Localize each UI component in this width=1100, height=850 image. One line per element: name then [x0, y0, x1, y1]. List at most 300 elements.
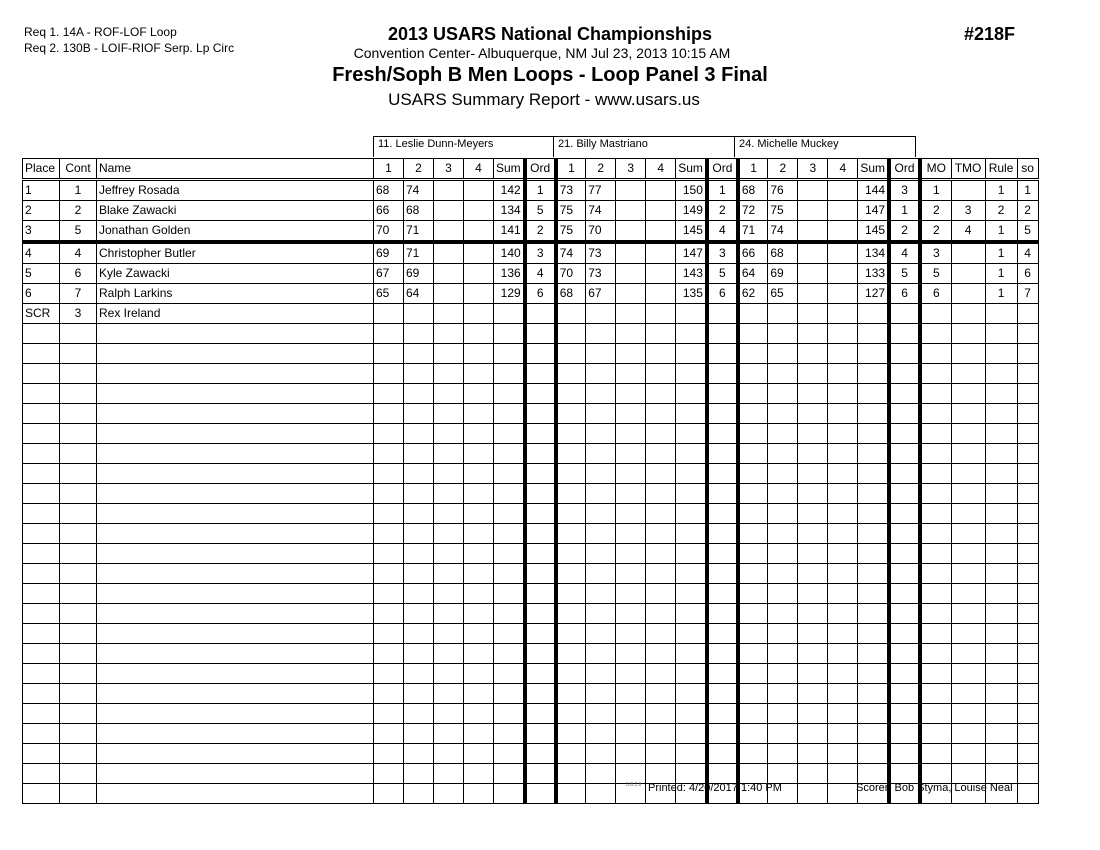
judge3-score-3 — [798, 284, 828, 304]
empty-cell — [738, 644, 768, 664]
empty-cell — [434, 624, 464, 644]
col-so: so — [1017, 159, 1038, 180]
judge3-score-2: 68 — [768, 242, 798, 264]
empty-cell — [889, 464, 920, 484]
empty-cell — [676, 404, 707, 424]
empty-cell — [494, 444, 525, 464]
empty-cell — [556, 624, 586, 644]
empty-cell — [586, 784, 616, 804]
empty-cell — [1017, 424, 1038, 444]
empty-cell — [858, 724, 889, 744]
empty-cell — [951, 564, 985, 584]
empty-cell — [676, 524, 707, 544]
empty-cell — [23, 604, 60, 624]
empty-cell — [858, 384, 889, 404]
judge3-sum: 147 — [858, 201, 889, 221]
empty-cell — [464, 544, 494, 564]
empty-cell — [494, 504, 525, 524]
empty-cell — [828, 404, 858, 424]
empty-cell — [985, 524, 1017, 544]
empty-cell — [404, 384, 434, 404]
empty-cell — [985, 324, 1017, 344]
empty-cell — [920, 424, 951, 444]
empty-cell — [985, 344, 1017, 364]
empty-cell — [828, 504, 858, 524]
judge1-score-4 — [464, 264, 494, 284]
mo-cell: 1 — [920, 180, 951, 201]
judge3-score-4 — [828, 284, 858, 304]
judge1-score-4 — [464, 284, 494, 304]
empty-cell — [525, 564, 556, 584]
empty-cell — [586, 684, 616, 704]
empty-row — [23, 404, 1039, 424]
empty-cell — [768, 484, 798, 504]
empty-cell — [920, 344, 951, 364]
empty-cell — [738, 704, 768, 724]
empty-cell — [616, 744, 646, 764]
empty-cell — [525, 404, 556, 424]
empty-cell — [985, 764, 1017, 784]
empty-cell — [556, 524, 586, 544]
empty-cell — [858, 484, 889, 504]
judge1-score-1 — [374, 304, 404, 324]
tmo-cell — [951, 284, 985, 304]
empty-cell — [920, 544, 951, 564]
empty-cell — [616, 524, 646, 544]
empty-cell — [889, 324, 920, 344]
empty-cell — [920, 524, 951, 544]
results-table — [22, 158, 1039, 804]
empty-cell — [646, 604, 676, 624]
judge3-sum: 144 — [858, 180, 889, 201]
empty-cell — [828, 744, 858, 764]
empty-cell — [1017, 444, 1038, 464]
so-cell: 1 — [1017, 180, 1038, 201]
empty-cell — [951, 324, 985, 344]
empty-cell — [494, 764, 525, 784]
empty-row — [23, 324, 1039, 344]
judge3-score-1: 62 — [738, 284, 768, 304]
empty-cell — [494, 484, 525, 504]
empty-cell — [985, 684, 1017, 704]
empty-cell — [586, 444, 616, 464]
empty-cell — [556, 604, 586, 624]
empty-cell — [494, 584, 525, 604]
col-place: Place — [23, 159, 60, 180]
empty-cell — [404, 484, 434, 504]
empty-cell — [828, 724, 858, 744]
judge1-score-1: 66 — [374, 201, 404, 221]
judge1-sum: 129 — [494, 284, 525, 304]
judge3-ord: 5 — [889, 264, 920, 284]
empty-cell — [97, 604, 374, 624]
rule-cell: 1 — [985, 221, 1017, 243]
empty-cell — [707, 604, 738, 624]
empty-cell — [920, 624, 951, 644]
empty-cell — [556, 724, 586, 744]
empty-cell — [828, 664, 858, 684]
empty-cell — [374, 544, 404, 564]
empty-cell — [434, 784, 464, 804]
empty-cell — [494, 384, 525, 404]
empty-cell — [951, 664, 985, 684]
empty-cell — [828, 684, 858, 704]
judge2-sum: 145 — [676, 221, 707, 243]
empty-cell — [889, 684, 920, 704]
name-cell: Kyle Zawacki — [97, 264, 374, 284]
empty-cell — [494, 364, 525, 384]
empty-cell — [1017, 384, 1038, 404]
empty-cell — [707, 564, 738, 584]
empty-cell — [494, 324, 525, 344]
so-cell: 6 — [1017, 264, 1038, 284]
empty-cell — [858, 524, 889, 544]
empty-cell — [464, 384, 494, 404]
empty-cell — [828, 604, 858, 624]
judge2-score-1: 70 — [556, 264, 586, 284]
empty-cell — [707, 544, 738, 564]
empty-cell — [858, 504, 889, 524]
empty-cell — [23, 444, 60, 464]
judge2-ord: 5 — [707, 264, 738, 284]
empty-cell — [525, 344, 556, 364]
empty-cell — [920, 664, 951, 684]
empty-cell — [23, 564, 60, 584]
empty-cell — [586, 704, 616, 724]
empty-cell — [985, 544, 1017, 564]
tmo-cell — [951, 264, 985, 284]
judge2-score-2: 67 — [586, 284, 616, 304]
empty-cell — [920, 484, 951, 504]
empty-cell — [889, 384, 920, 404]
empty-cell — [646, 684, 676, 704]
judge3-sum — [858, 304, 889, 324]
empty-cell — [494, 604, 525, 624]
empty-cell — [23, 504, 60, 524]
empty-cell — [556, 584, 586, 604]
judge3-score-3 — [798, 242, 828, 264]
empty-cell — [1017, 664, 1038, 684]
empty-cell — [768, 364, 798, 384]
empty-cell — [404, 584, 434, 604]
empty-cell — [556, 704, 586, 724]
judge3-score-1 — [738, 304, 768, 324]
empty-cell — [434, 324, 464, 344]
judge2-score-2 — [586, 304, 616, 324]
empty-cell — [60, 364, 97, 384]
judge3-score-2 — [768, 304, 798, 324]
empty-cell — [374, 684, 404, 704]
empty-cell — [828, 424, 858, 444]
judge3-ord: 2 — [889, 221, 920, 243]
empty-cell — [798, 684, 828, 704]
empty-cell — [464, 704, 494, 724]
empty-cell — [889, 484, 920, 504]
empty-cell — [586, 584, 616, 604]
rule-cell — [985, 304, 1017, 324]
empty-cell — [556, 504, 586, 524]
empty-cell — [798, 484, 828, 504]
empty-cell — [434, 764, 464, 784]
empty-cell — [464, 624, 494, 644]
empty-cell — [374, 364, 404, 384]
empty-cell — [768, 684, 798, 704]
empty-cell — [768, 464, 798, 484]
empty-cell — [1017, 464, 1038, 484]
empty-row — [23, 684, 1039, 704]
empty-cell — [434, 644, 464, 664]
empty-cell — [951, 724, 985, 744]
judge2-score-3 — [616, 264, 646, 284]
empty-row — [23, 744, 1039, 764]
empty-cell — [889, 604, 920, 624]
empty-row — [23, 644, 1039, 664]
empty-cell — [985, 584, 1017, 604]
empty-cell — [404, 544, 434, 564]
judge2-score-2: 77 — [586, 180, 616, 201]
empty-cell — [586, 384, 616, 404]
empty-cell — [586, 724, 616, 744]
judge3-score-2: 65 — [768, 284, 798, 304]
empty-cell — [374, 704, 404, 724]
col-tmo: TMO — [951, 159, 985, 180]
judge2-score-3 — [616, 304, 646, 324]
empty-cell — [889, 724, 920, 744]
empty-cell — [646, 584, 676, 604]
empty-cell — [616, 564, 646, 584]
empty-cell — [97, 744, 374, 764]
empty-cell — [1017, 644, 1038, 664]
empty-cell — [434, 404, 464, 424]
empty-cell — [97, 344, 374, 364]
empty-cell — [738, 564, 768, 584]
empty-cell — [374, 664, 404, 684]
empty-cell — [920, 504, 951, 524]
empty-cell — [374, 324, 404, 344]
empty-cell — [616, 724, 646, 744]
empty-cell — [798, 404, 828, 424]
empty-cell — [768, 504, 798, 524]
empty-cell — [1017, 764, 1038, 784]
empty-cell — [676, 384, 707, 404]
empty-cell — [920, 604, 951, 624]
empty-cell — [646, 544, 676, 564]
empty-cell — [23, 384, 60, 404]
empty-cell — [676, 704, 707, 724]
empty-cell — [434, 704, 464, 724]
empty-cell — [707, 724, 738, 744]
empty-cell — [616, 684, 646, 704]
empty-cell — [889, 704, 920, 724]
empty-cell — [616, 664, 646, 684]
empty-cell — [768, 564, 798, 584]
empty-cell — [434, 544, 464, 564]
judge1-score-1: 67 — [374, 264, 404, 284]
empty-cell — [889, 504, 920, 524]
empty-cell — [798, 744, 828, 764]
empty-cell — [646, 564, 676, 584]
empty-cell — [707, 464, 738, 484]
cont-cell: 3 — [60, 304, 97, 324]
empty-cell — [586, 324, 616, 344]
empty-cell — [828, 644, 858, 664]
empty-cell — [920, 744, 951, 764]
empty-cell — [60, 344, 97, 364]
empty-cell — [556, 324, 586, 344]
judge2-sum: 143 — [676, 264, 707, 284]
empty-cell — [464, 764, 494, 784]
rule-cell: 1 — [985, 242, 1017, 264]
judge3-score-1: 72 — [738, 201, 768, 221]
judge3-score-4 — [828, 242, 858, 264]
empty-cell — [738, 624, 768, 644]
judge2-score-1 — [556, 304, 586, 324]
empty-cell — [60, 624, 97, 644]
empty-cell — [374, 384, 404, 404]
empty-cell — [985, 604, 1017, 624]
empty-cell — [646, 624, 676, 644]
empty-cell — [556, 464, 586, 484]
empty-cell — [97, 664, 374, 684]
empty-cell — [434, 564, 464, 584]
empty-cell — [434, 384, 464, 404]
judge3-score-4 — [828, 264, 858, 284]
empty-cell — [374, 504, 404, 524]
empty-cell — [798, 784, 828, 804]
empty-cell — [798, 664, 828, 684]
empty-cell — [404, 444, 434, 464]
empty-cell — [525, 424, 556, 444]
empty-cell — [556, 764, 586, 784]
judge2-score-3 — [616, 180, 646, 201]
empty-cell — [707, 744, 738, 764]
judge1-score-4 — [464, 242, 494, 264]
empty-row — [23, 384, 1039, 404]
j2-col-sum: Sum — [676, 159, 707, 180]
empty-cell — [525, 664, 556, 684]
tmo-cell — [951, 180, 985, 201]
empty-cell — [556, 384, 586, 404]
empty-cell — [464, 644, 494, 664]
empty-cell — [494, 564, 525, 584]
empty-cell — [738, 724, 768, 744]
empty-cell — [951, 484, 985, 504]
empty-cell — [464, 744, 494, 764]
empty-cell — [586, 664, 616, 684]
empty-cell — [494, 464, 525, 484]
empty-cell — [707, 704, 738, 724]
empty-cell — [920, 684, 951, 704]
empty-cell — [60, 604, 97, 624]
empty-cell — [525, 324, 556, 344]
empty-cell — [798, 504, 828, 524]
empty-cell — [374, 424, 404, 444]
empty-cell — [985, 724, 1017, 744]
empty-cell — [676, 644, 707, 664]
empty-cell — [828, 364, 858, 384]
col-rule: Rule — [985, 159, 1017, 180]
empty-cell — [374, 404, 404, 424]
empty-cell — [858, 644, 889, 664]
judge3-sum: 127 — [858, 284, 889, 304]
empty-cell — [920, 764, 951, 784]
version-label: 3.8.1.8 — [626, 782, 642, 788]
empty-cell — [985, 444, 1017, 464]
judge1-sum: 134 — [494, 201, 525, 221]
empty-cell — [828, 584, 858, 604]
empty-cell — [798, 764, 828, 784]
j3-col-4: 4 — [828, 159, 858, 180]
empty-cell — [23, 784, 60, 804]
empty-cell — [556, 664, 586, 684]
empty-cell — [889, 564, 920, 584]
empty-cell — [951, 764, 985, 784]
judge1-score-2 — [404, 304, 434, 324]
empty-cell — [494, 784, 525, 804]
table-row — [23, 304, 1039, 324]
table-row — [23, 180, 1039, 201]
empty-cell — [60, 464, 97, 484]
empty-cell — [798, 424, 828, 444]
judge2-ord: 2 — [707, 201, 738, 221]
j2-col-2: 2 — [586, 159, 616, 180]
empty-cell — [676, 464, 707, 484]
empty-cell — [1017, 484, 1038, 504]
place-cell: 4 — [23, 242, 60, 264]
empty-cell — [1017, 524, 1038, 544]
empty-cell — [646, 704, 676, 724]
empty-cell — [676, 324, 707, 344]
empty-cell — [97, 424, 374, 444]
empty-cell — [404, 664, 434, 684]
judge2-sum: 147 — [676, 242, 707, 264]
empty-cell — [494, 544, 525, 564]
empty-cell — [889, 544, 920, 564]
empty-cell — [23, 404, 60, 424]
empty-cell — [951, 744, 985, 764]
empty-cell — [60, 704, 97, 724]
empty-cell — [798, 344, 828, 364]
empty-cell — [616, 644, 646, 664]
empty-cell — [616, 584, 646, 604]
empty-cell — [616, 424, 646, 444]
empty-cell — [676, 484, 707, 504]
empty-cell — [97, 624, 374, 644]
empty-cell — [525, 784, 556, 804]
empty-cell — [828, 324, 858, 344]
name-cell: Jonathan Golden — [97, 221, 374, 243]
empty-cell — [404, 644, 434, 664]
empty-cell — [404, 704, 434, 724]
empty-cell — [586, 744, 616, 764]
empty-cell — [646, 764, 676, 784]
judge1-sum — [494, 304, 525, 324]
judge2-sum: 135 — [676, 284, 707, 304]
so-cell: 4 — [1017, 242, 1038, 264]
empty-cell — [676, 744, 707, 764]
empty-cell — [858, 664, 889, 684]
empty-row — [23, 344, 1039, 364]
judge2-ord — [707, 304, 738, 324]
empty-cell — [464, 584, 494, 604]
empty-cell — [494, 624, 525, 644]
empty-cell — [828, 444, 858, 464]
empty-cell — [889, 584, 920, 604]
judge2-score-4 — [646, 221, 676, 243]
empty-cell — [616, 444, 646, 464]
empty-cell — [97, 364, 374, 384]
requirement-2: Req 2. 130B - LOIF-RIOF Serp. Lp Circ — [24, 41, 235, 55]
